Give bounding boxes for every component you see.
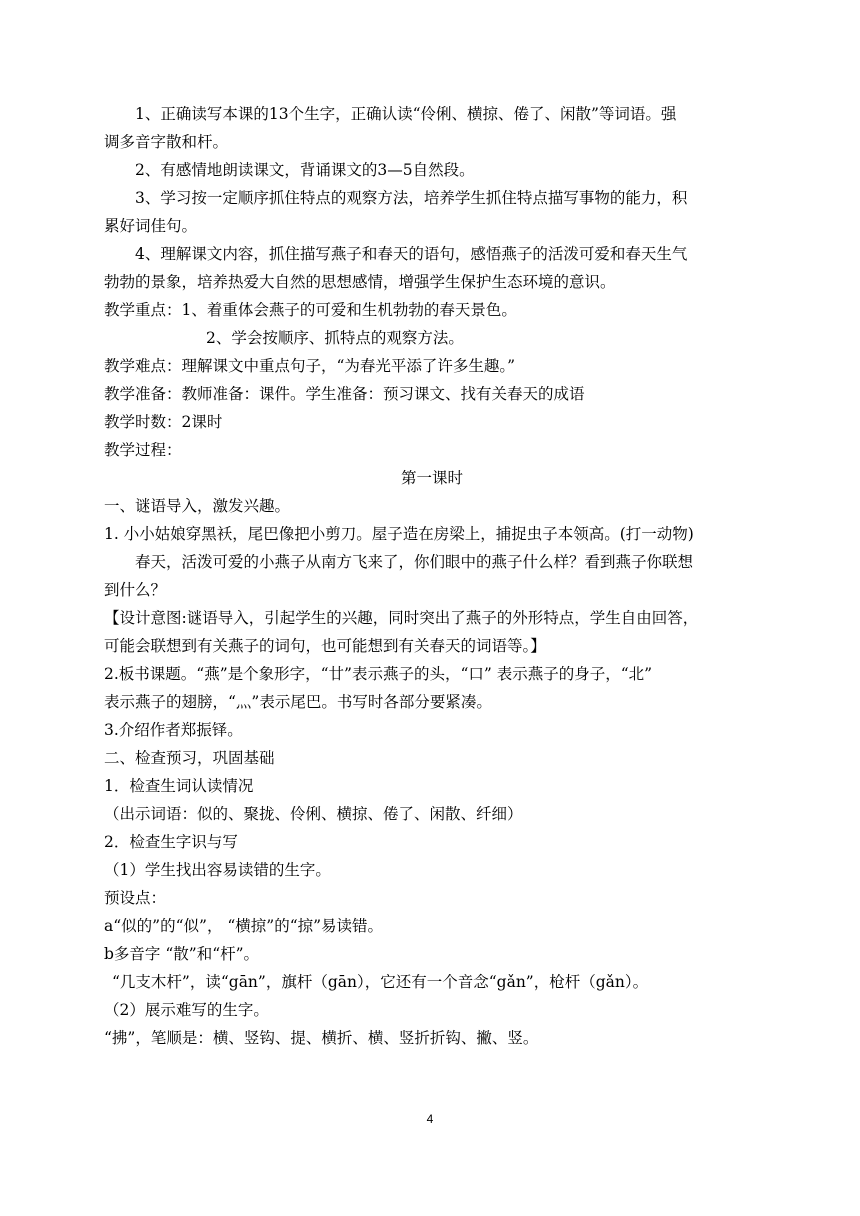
teaching-focus-1: 教学重点：1、着重体会燕子的可爱和生机勃勃的春天景色。 bbox=[104, 301, 517, 319]
preset-point-b: b多音字 “散”和“杆”。 bbox=[104, 945, 260, 963]
objective-3-line-1: 3、学习按一定顺序抓住特点的观察方法，培养学生抓住特点描写事物的能力，积 bbox=[135, 189, 688, 207]
board-title-line-2: 表示燕子的翅膀，“灬”表示尾巴。书写时各部分要紧凑。 bbox=[104, 693, 492, 711]
teaching-preparation: 教学准备：教师准备：课件。学生准备：预习课文、找有关春天的成语 bbox=[104, 385, 585, 403]
word-list: （出示词语：似的、聚拢、伶俐、横掠、倦了、闲散、纤细） bbox=[104, 805, 523, 823]
riddle-text: 1. 小小姑娘穿黑袄，尾巴像把小剪刀。屋子造在房梁上，捕捉虫子本领高。(打一动物) bbox=[104, 525, 694, 543]
lesson-plan-body bbox=[104, 100, 760, 1052]
preset-point-a: a“似的”的“似”， “横掠”的“掠”易读错。 bbox=[104, 917, 384, 935]
objective-2: 2、有感情地朗读课文，背诵课文的3—5自然段。 bbox=[135, 161, 475, 179]
section-2-heading: 二、检查预习，巩固基础 bbox=[104, 749, 275, 767]
lesson-title: 第一课时 bbox=[400, 469, 463, 487]
design-intent-line-2: 可能会联想到有关燕子的词句，也可能想到有关春天的词语等。】 bbox=[104, 637, 546, 655]
objective-4-line-1: 4、理解课文内容，抓住描写燕子和春天的语句，感悟燕子的活泼可爱和春天生气 bbox=[135, 245, 688, 263]
page-number: 4 bbox=[426, 1112, 434, 1126]
check-characters-item: 2．检查生字识与写 bbox=[104, 833, 238, 851]
objective-1-line-2: 调多音字散和杆。 bbox=[104, 133, 229, 151]
question-line-2: 到什么？ bbox=[104, 581, 167, 599]
pinyin-note: “几支木杆”，读“gān”，旗杆（gān），它还有一个音念“gǎn”，枪杆（gǎn）。 bbox=[112, 973, 649, 991]
board-title-line-1: 2.板书课题。“燕”是个象形字，“廿”表示燕子的头，“口” 表示燕子的身子，“北” bbox=[104, 665, 653, 683]
teaching-hours: 教学时数：2课时 bbox=[104, 413, 223, 431]
teaching-difficulty: 教学难点：理解课文中重点句子，“为春光平添了许多生趣。” bbox=[104, 357, 516, 375]
preset-label: 预设点： bbox=[104, 889, 167, 907]
design-intent-line-1: 【设计意图:谜语导入，引起学生的兴趣，同时突出了燕子的外形特点，学生自由回答， bbox=[104, 609, 699, 627]
section-1-heading: 一、谜语导入，激发兴趣。 bbox=[104, 497, 291, 515]
question-line-1: 春天，活泼可爱的小燕子从南方飞来了，你们眼中的燕子什么样？看到燕子你联想 bbox=[135, 553, 694, 571]
teaching-focus-2: 2、学会按顺序、抓特点的观察方法。 bbox=[206, 329, 464, 347]
objective-4-line-2: 勃勃的景象，培养热爱大自然的思想感情，增强学生保护生态环境的意识。 bbox=[104, 273, 616, 291]
teaching-process: 教学过程： bbox=[104, 441, 182, 459]
sub-item-1: （1）学生找出容易读错的生字。 bbox=[104, 861, 331, 879]
author-intro: 3.介绍作者郑振铎。 bbox=[104, 721, 243, 739]
check-words-item: 1．检查生词认读情况 bbox=[104, 777, 254, 795]
sub-item-2: （2）展示难写的生字。 bbox=[104, 1001, 269, 1019]
objective-1-line-1: 1、正确读写本课的13个生字，正确认读“伶俐、横掠、倦了、闲散”等词语。强 bbox=[135, 105, 677, 123]
stroke-order-note: “拂”，笔顺是：横、竖钩、提、横折、横、竖折折钩、撇、竖。 bbox=[104, 1029, 539, 1047]
objective-3-line-2: 累好词佳句。 bbox=[104, 217, 198, 235]
